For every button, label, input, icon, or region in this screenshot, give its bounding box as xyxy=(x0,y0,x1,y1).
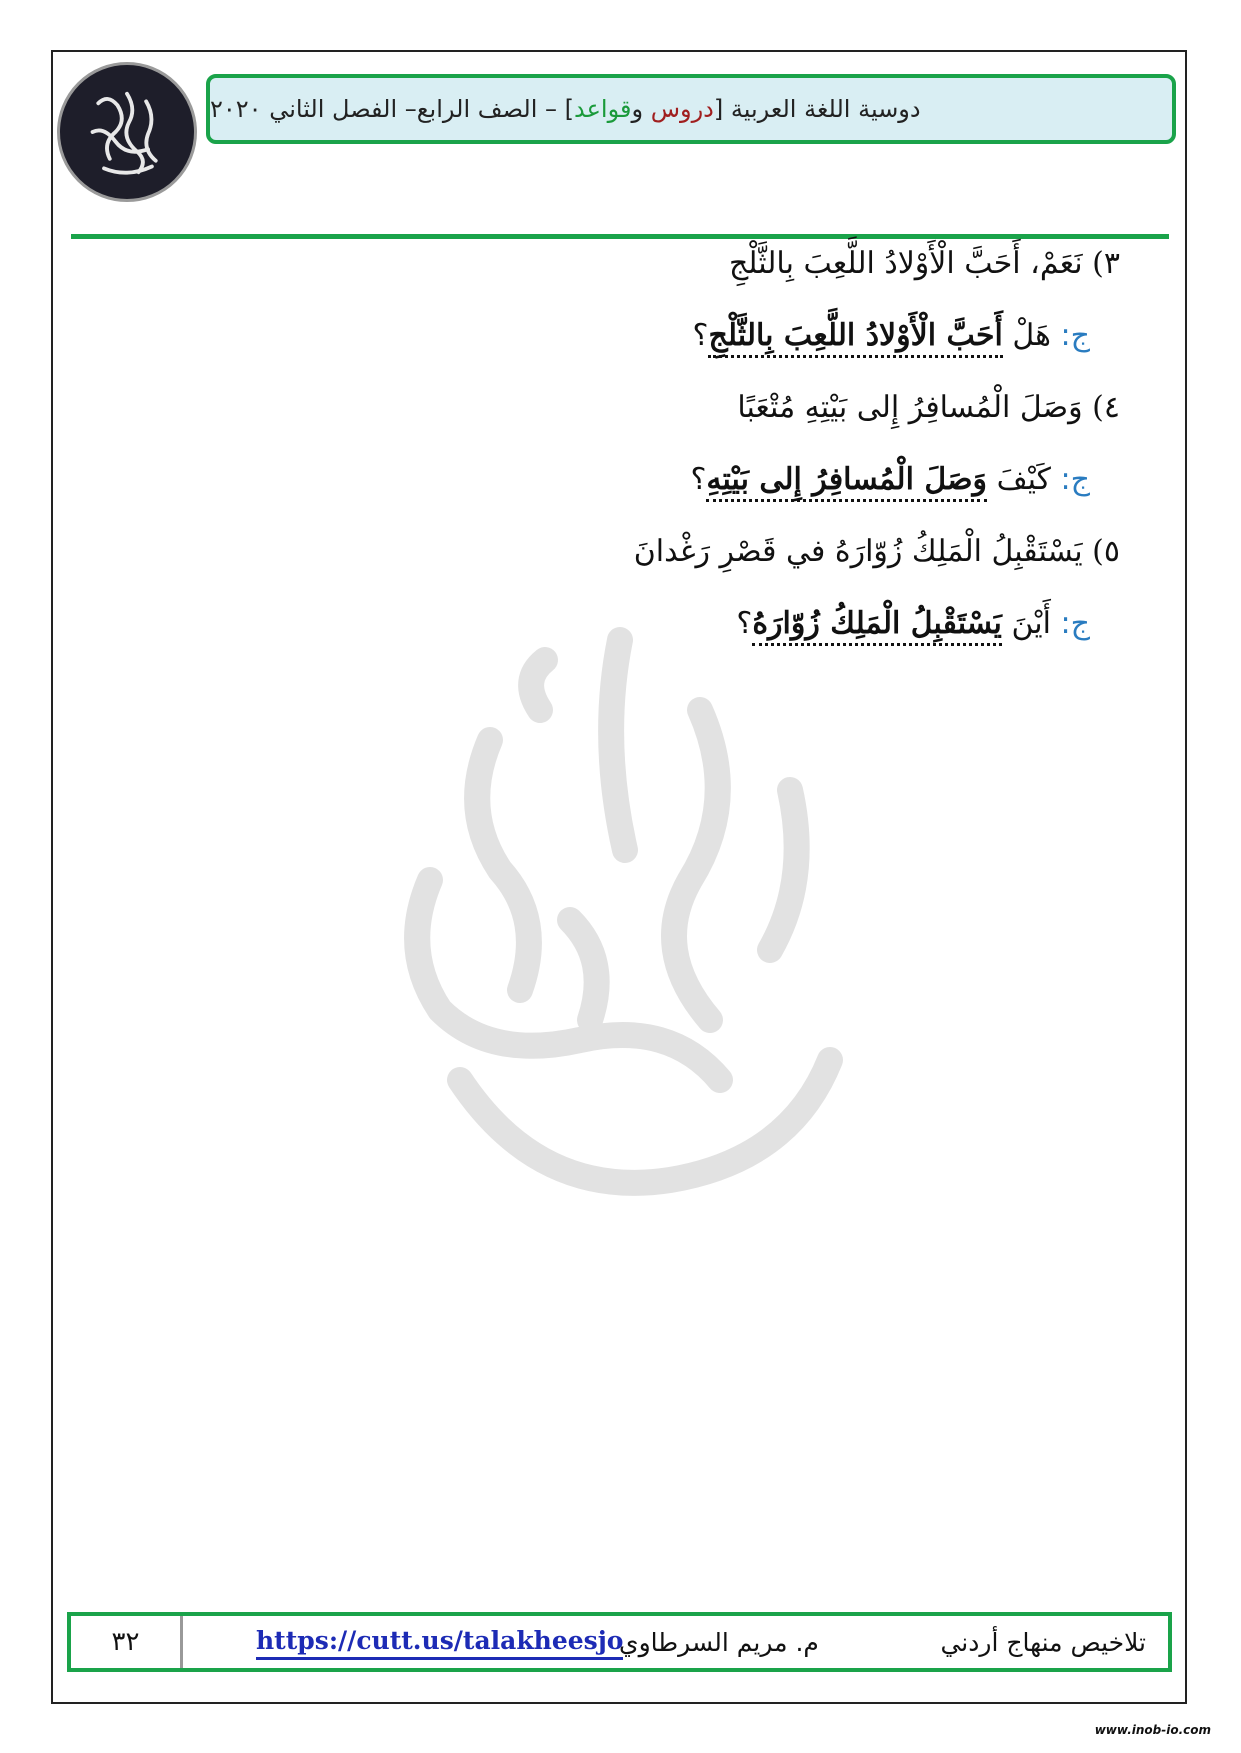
footer-link[interactable]: https://cutt.us/talakheesjo xyxy=(256,1626,623,1660)
answer-text: يَسْتَقْبِلُ الْمَلِكُ زُوّارَهُ xyxy=(752,606,1002,646)
answer-line-3: ج: هَلْ أَحَبَّ الْأَوْلادُ اللَّعِبَ بِالثَّلْجِ؟ xyxy=(120,318,1120,390)
exercise-sentence-4: ٤) وَصَلَ الْمُسافِرُ إِلى بَيْتِهِ مُتْعَبًا xyxy=(737,390,1120,425)
answer-label: ج: xyxy=(1060,606,1090,641)
exercise-content xyxy=(120,246,1120,678)
answer-text: أَحَبَّ الْأَوْلادُ اللَّعِبَ بِالثَّلْجِ xyxy=(708,318,1002,358)
footer-brand: تلاخيص منهاج أردني xyxy=(940,1628,1146,1657)
footer-author: م. مريم السرطاوي xyxy=(619,1628,819,1657)
footer-bar xyxy=(67,1612,1172,1672)
answer-line-5: ج: أَيْنَ يَسْتَقْبِلُ الْمَلِكُ زُوّارَهُ؟ xyxy=(120,606,1120,678)
header-banner xyxy=(206,74,1176,144)
header-divider xyxy=(71,234,1169,239)
calligraphy-watermark-icon xyxy=(370,620,870,1240)
answer-label: ج: xyxy=(1060,318,1090,353)
answer-label: ج: xyxy=(1060,462,1090,497)
exercise-sentence-5: ٥) يَسْتَقْبِلُ الْمَلِكُ زُوّارَهُ في قَصْرِ رَغْدانَ xyxy=(633,534,1120,569)
answer-line-4: ج: كَيْفَ وَصَلَ الْمُسافِرُ إِلى بَيْتِهِ؟ xyxy=(120,462,1120,534)
exercise-sentence-3: ٣) نَعَمْ، أَحَبَّ الْأَوْلادُ اللَّعِبَ بِالثَّلْجِ xyxy=(728,246,1120,281)
title-highlight-rules: قواعد xyxy=(574,95,632,123)
answer-text: وَصَلَ الْمُسافِرُ إِلى بَيْتِهِ xyxy=(706,462,987,502)
page-number: ٣٢ xyxy=(71,1616,183,1668)
calligraphy-logo-icon xyxy=(57,62,197,202)
document-title: دوسية اللغة العربية [دروس وقواعد] – الصف الرابع– الفصل الثاني ٢٠٢٠ xyxy=(210,95,921,123)
site-url: www.inob-io.com xyxy=(1094,1723,1211,1737)
title-highlight-lessons: دروس xyxy=(650,95,714,123)
